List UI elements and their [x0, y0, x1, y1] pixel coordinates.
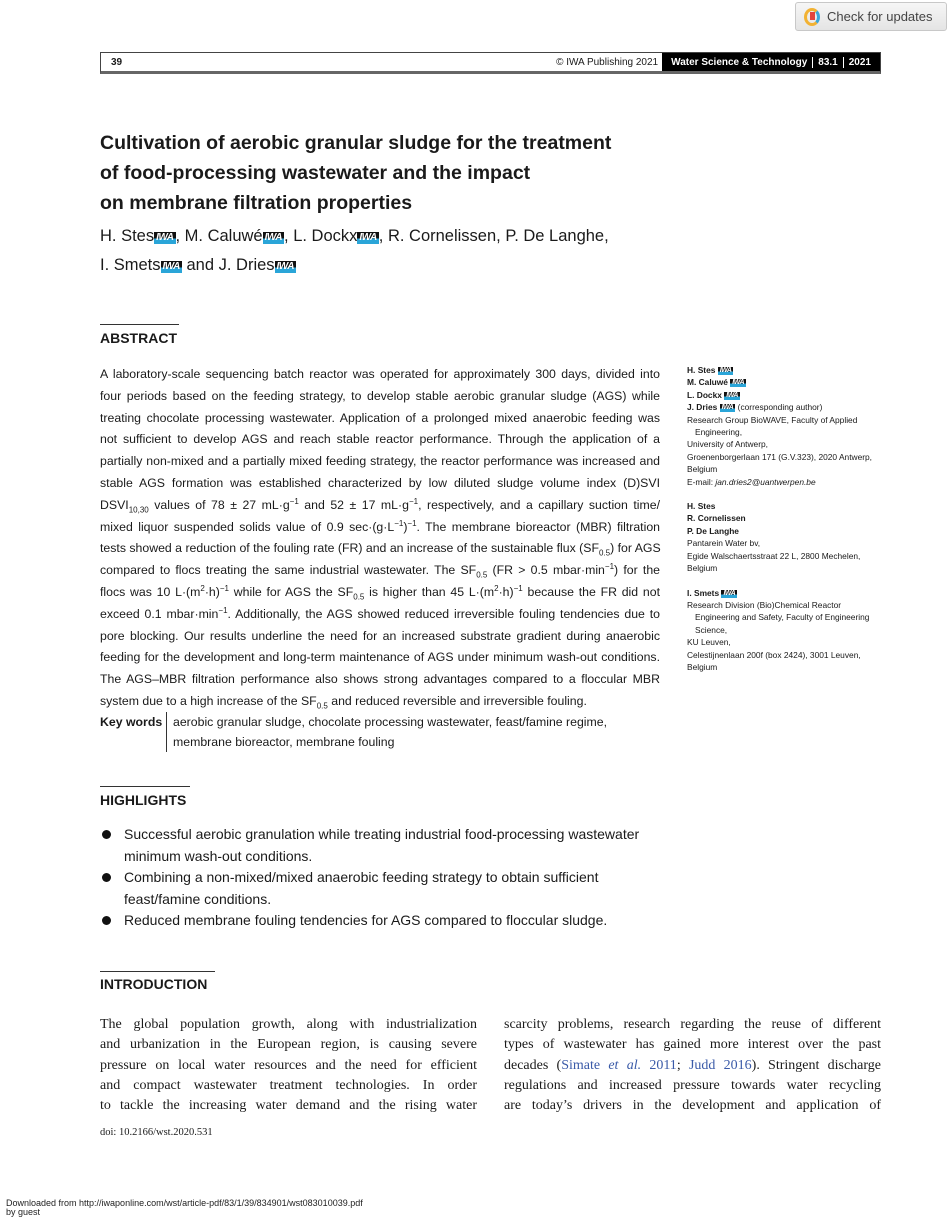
- journal-header: [100, 52, 881, 74]
- introduction-heading: INTRODUCTION: [100, 976, 208, 992]
- abstract-text: ·h): [498, 584, 514, 599]
- abstract-line: [100, 691, 660, 713]
- abstract-text: . Additionally, the AGS showed reduced irreversible fouling tendencies due to: [227, 606, 661, 621]
- address-line: KU Leuven,: [687, 637, 731, 648]
- highlights-list: [100, 824, 720, 932]
- abstract-text: 2: [200, 583, 205, 593]
- abstract-line: [100, 495, 660, 517]
- address-line: Science,: [695, 624, 728, 635]
- abstract-text: because the FR did not: [522, 584, 660, 599]
- text-line: regulations and increased pressure towards water recycling: [504, 1077, 881, 1093]
- abstract-text: tests showed a reduction of the fouling rate (FR) and an increase of the sustainable flux (SF: [100, 541, 599, 556]
- abstract-text: feeding for the development and long-term maintenance of AGS under minimum wash-out conditions.: [100, 650, 660, 665]
- text: 2011: [641, 1057, 677, 1073]
- abstract-line: [100, 560, 660, 582]
- highlights-heading: HIGHLIGHTS: [100, 792, 187, 808]
- abstract-text: ) for AGS: [610, 541, 661, 556]
- highlight-text: Combining a non-mixed/mixed anaerobic feeding strategy to obtain sufficient: [124, 869, 599, 885]
- highlight-item: [100, 910, 720, 932]
- reference-link-judd[interactable]: Judd 2016: [688, 1057, 752, 1073]
- address-line: Engineering,: [695, 427, 743, 438]
- highlight-item: [100, 824, 720, 867]
- iwa-member-icon: IWA: [359, 232, 377, 243]
- abstract-text: −1: [289, 496, 299, 506]
- intro-left-column: [100, 1015, 477, 1116]
- text-line: to tackle the increasing water demand and the rising water: [100, 1098, 477, 1114]
- author-link[interactable]: M. Caluwé: [184, 227, 263, 245]
- text-line: The global population growth, along with industrialization: [100, 1017, 477, 1032]
- paper-title: [100, 128, 720, 218]
- reference-link-simate[interactable]: [561, 1058, 677, 1073]
- abstract-text: −1: [218, 605, 228, 615]
- highlight-text: feast/famine conditions.: [124, 890, 272, 907]
- text-line: pressure on local water resources and the need for efficient: [100, 1057, 477, 1073]
- author-name: H. Stes: [687, 501, 716, 512]
- abstract-body: [100, 364, 660, 713]
- abstract-line: [100, 386, 660, 408]
- abstract-text: 0.5: [476, 570, 488, 580]
- author-name: R. Cornelissen: [687, 513, 746, 524]
- text: ). Stringent discharge: [751, 1057, 882, 1073]
- check-for-updates-button[interactable]: [795, 2, 947, 31]
- iwa-member-icon: IWA: [276, 261, 294, 272]
- abstract-text: , respectively, and a capillary suction time/: [418, 497, 660, 512]
- abstract-text: 0.5: [316, 701, 328, 711]
- address-line: Research Division (Bio)Chemical Reactor: [687, 599, 842, 610]
- abstract-text: ): [403, 519, 408, 534]
- abstract-text: mixed liquor suspended solids value of 0.9 sec·(g·L: [100, 519, 395, 534]
- author-name: P. De Langhe: [687, 525, 739, 536]
- abstract-line: [100, 669, 660, 691]
- abstract-text: and 52 ± 17 mL·g: [298, 497, 409, 512]
- abstract-text: system due to a high increase of the SF: [100, 693, 317, 708]
- author-name: J. Dries: [687, 402, 718, 413]
- abstract-text: exceed 0.1 mbar·min: [100, 606, 219, 621]
- abstract-line: [100, 626, 660, 648]
- abstract-text: not sufficient to develop AGS and reach stable reactor performance. Through the application of a: [100, 432, 660, 447]
- author-link[interactable]: R. Cornelissen, P. De Langhe,: [387, 227, 609, 245]
- corresponding-note: (corresponding author): [735, 402, 823, 413]
- text: et al.: [608, 1057, 642, 1073]
- abstract-text: ·h): [204, 584, 220, 599]
- address-line: Egide Walschaertsstraat 22 L, 2800 Mechelen,: [687, 550, 861, 561]
- journal-name: Water Science & Technology: [671, 56, 808, 68]
- title-line: of food-processing wastewater and the impact: [100, 162, 531, 184]
- abstract-line: [100, 604, 660, 626]
- iwa-member-icon: IWA: [162, 261, 180, 272]
- keywords-line: aerobic granular sludge, chocolate processing wastewater, feast/famine regime,: [173, 715, 608, 729]
- highlight-item: [100, 867, 720, 910]
- abstract-text: pore blocking. Our results underline the need for an increased substrate gradient during anaerobic: [100, 628, 660, 643]
- abstract-text: and reduced reversible and irreversible fouling.: [327, 693, 587, 708]
- keywords-line: membrane bioreactor, membrane fouling: [173, 735, 395, 749]
- address-line: Engineering and Safety, Faculty of Engineering: [695, 612, 870, 623]
- author-link[interactable]: H. Stes: [100, 227, 155, 245]
- abstract-text: while for AGS the SF: [228, 584, 354, 599]
- iwa-member-icon: IWA: [264, 232, 283, 243]
- copyright: © IWA Publishing 2021: [556, 56, 659, 68]
- author-link[interactable]: J. Dries: [218, 256, 275, 274]
- email-link[interactable]: jan.dries2@uantwerpen.be: [715, 476, 816, 487]
- abstract-text: 0.5: [598, 548, 611, 558]
- divider: [100, 971, 215, 972]
- abstract-line: [100, 517, 660, 539]
- abstract-text: compared to flocs treating the same industrial wastewater. The SF: [100, 563, 477, 578]
- separator: ,: [378, 227, 388, 245]
- text: ;: [676, 1057, 689, 1073]
- check-for-updates-label: Check for updates: [827, 9, 933, 24]
- download-url: Downloaded from http://iwaponline.com/wst/article-pdf/83/1/39/834901/wst083010039.pdf: [6, 1198, 363, 1208]
- abstract-heading: ABSTRACT: [100, 330, 177, 346]
- page-number: 39: [111, 56, 123, 68]
- address-line: Celestijnenlaan 200f (box 2424), 3001 Leuven,: [687, 649, 861, 660]
- abstract-text: . The membrane bioreactor (MBR) filtration: [416, 519, 660, 534]
- address-line: Groenenborgerlaan 171 (G.V.323), 2020 Antwerp,: [687, 451, 872, 462]
- text-line: and urbanization in the European region, is causing severe: [100, 1037, 477, 1053]
- text: Simate: [561, 1057, 609, 1073]
- divider: [100, 786, 190, 787]
- abstract-text: treating chocolate processing wastewater. Application of a prolonged mixed anaerobic feeding was: [100, 410, 660, 425]
- address-line: Belgium: [687, 464, 718, 475]
- abstract-text: 2: [494, 583, 499, 593]
- abstract-text: (FR > 0.5 mbar·min: [487, 563, 605, 578]
- abstract-text: −1: [408, 496, 419, 506]
- abstract-line: [100, 647, 660, 669]
- separator: ,: [284, 227, 294, 245]
- abstract-text: 0.5: [353, 592, 365, 602]
- divider: [100, 324, 179, 325]
- author-list: [100, 222, 700, 280]
- volume: 83.1: [812, 57, 842, 68]
- iwa-member-icon: IWA: [726, 391, 738, 399]
- affiliations: [687, 364, 907, 673]
- abstract-line: [100, 451, 660, 473]
- text-line: are today’s drivers in the development and application of: [504, 1098, 881, 1114]
- abstract-text: 10,30: [128, 505, 149, 515]
- title-line: on membrane filtration properties: [100, 192, 413, 214]
- abstract-line: [100, 538, 660, 560]
- separator: ,: [175, 227, 185, 245]
- address-line: Belgium: [687, 563, 718, 574]
- highlight-text: Reduced membrane fouling tendencies for AGS compared to floccular sludge.: [124, 912, 608, 928]
- journal-block: [662, 53, 880, 71]
- abstract-text: The AGS–MBR filtration performance also shows strong advantages compared to a floccular MBR: [100, 672, 660, 687]
- download-by: by guest: [6, 1207, 41, 1217]
- intro-right-column: [504, 1015, 881, 1116]
- year: 2021: [843, 57, 876, 68]
- author-name: H. Stes: [687, 365, 716, 375]
- iwa-member-icon: IWA: [156, 232, 174, 243]
- address-line: Belgium: [687, 661, 718, 672]
- abstract-text: −1: [513, 583, 523, 593]
- abstract-text: −1: [604, 562, 615, 572]
- iwa-member-icon: IWA: [721, 404, 734, 412]
- author-name: M. Caluwé: [687, 377, 728, 388]
- doi[interactable]: doi: 10.2166/wst.2020.531: [100, 1127, 213, 1138]
- address-line: Pantarein Water bv,: [687, 538, 761, 549]
- author-name: I. Smets: [687, 587, 720, 598]
- title-line: Cultivation of aerobic granular sludge for the treatment: [100, 132, 612, 154]
- abstract-line: [100, 473, 660, 495]
- abstract-text: −1: [394, 518, 404, 528]
- author-link[interactable]: L. Dockx: [293, 227, 358, 245]
- abstract-text: ) for the: [614, 563, 660, 578]
- highlight-text: minimum wash-out conditions.: [124, 847, 313, 864]
- address-line: University of Antwerp,: [687, 439, 768, 450]
- text-line: types of wastewater has gained more interest over the past: [504, 1037, 881, 1053]
- iwa-member-icon: IWA: [719, 367, 732, 374]
- separator: and: [181, 256, 219, 274]
- text: decades (: [504, 1057, 562, 1073]
- abstract-line: [100, 429, 660, 451]
- abstract-text: −1: [407, 518, 417, 528]
- abstract-text: is higher than 45 L·(m: [364, 584, 495, 599]
- author-link[interactable]: I. Smets: [100, 256, 161, 274]
- text-line: [504, 1056, 881, 1076]
- download-notice: [6, 1199, 363, 1217]
- abstract-line: [100, 408, 660, 430]
- abstract-line: [100, 364, 660, 386]
- text-line: scarcity problems, research regarding the reuse of different: [504, 1017, 881, 1032]
- abstract-text: DSVI: [100, 497, 129, 512]
- abstract-text: values of 78 ± 27 mL·g: [148, 497, 290, 512]
- abstract-line: [100, 582, 660, 604]
- iwa-member-icon: IWA: [723, 589, 736, 597]
- address-line: Research Group BioWAVE, Faculty of Applied: [687, 414, 858, 425]
- keywords-values: [166, 712, 607, 752]
- text-line: and compact wastewater treatment technologies. In order: [100, 1077, 477, 1093]
- author-name: L. Dockx: [687, 389, 722, 400]
- abstract-text: partially non-mixed and a partially mixed feeding strategy, the reactor performance was increased and: [100, 454, 660, 469]
- highlight-text: Successful aerobic granulation while treating industrial food-processing wastewater: [124, 826, 640, 842]
- abstract-text: four periods based on the feeding strategy, to develop stable aerobic granular sludge (AGS) while: [100, 388, 660, 403]
- iwa-member-icon: IWA: [732, 379, 745, 387]
- email-label: E-mail:: [687, 476, 716, 487]
- abstract-text: stable AGS formation was established characterized by low diluted sludge volume index (D)SVI: [100, 475, 660, 490]
- keywords-label: Key words: [100, 715, 163, 729]
- abstract-text: −1: [219, 583, 229, 593]
- abstract-text: flocs was 10 L·(m: [100, 584, 201, 599]
- keywords: [100, 712, 660, 752]
- abstract-text: A laboratory-scale sequencing batch reactor was operated for approximately 300 days, divided into: [100, 367, 660, 381]
- crossmark-icon: [804, 8, 820, 26]
